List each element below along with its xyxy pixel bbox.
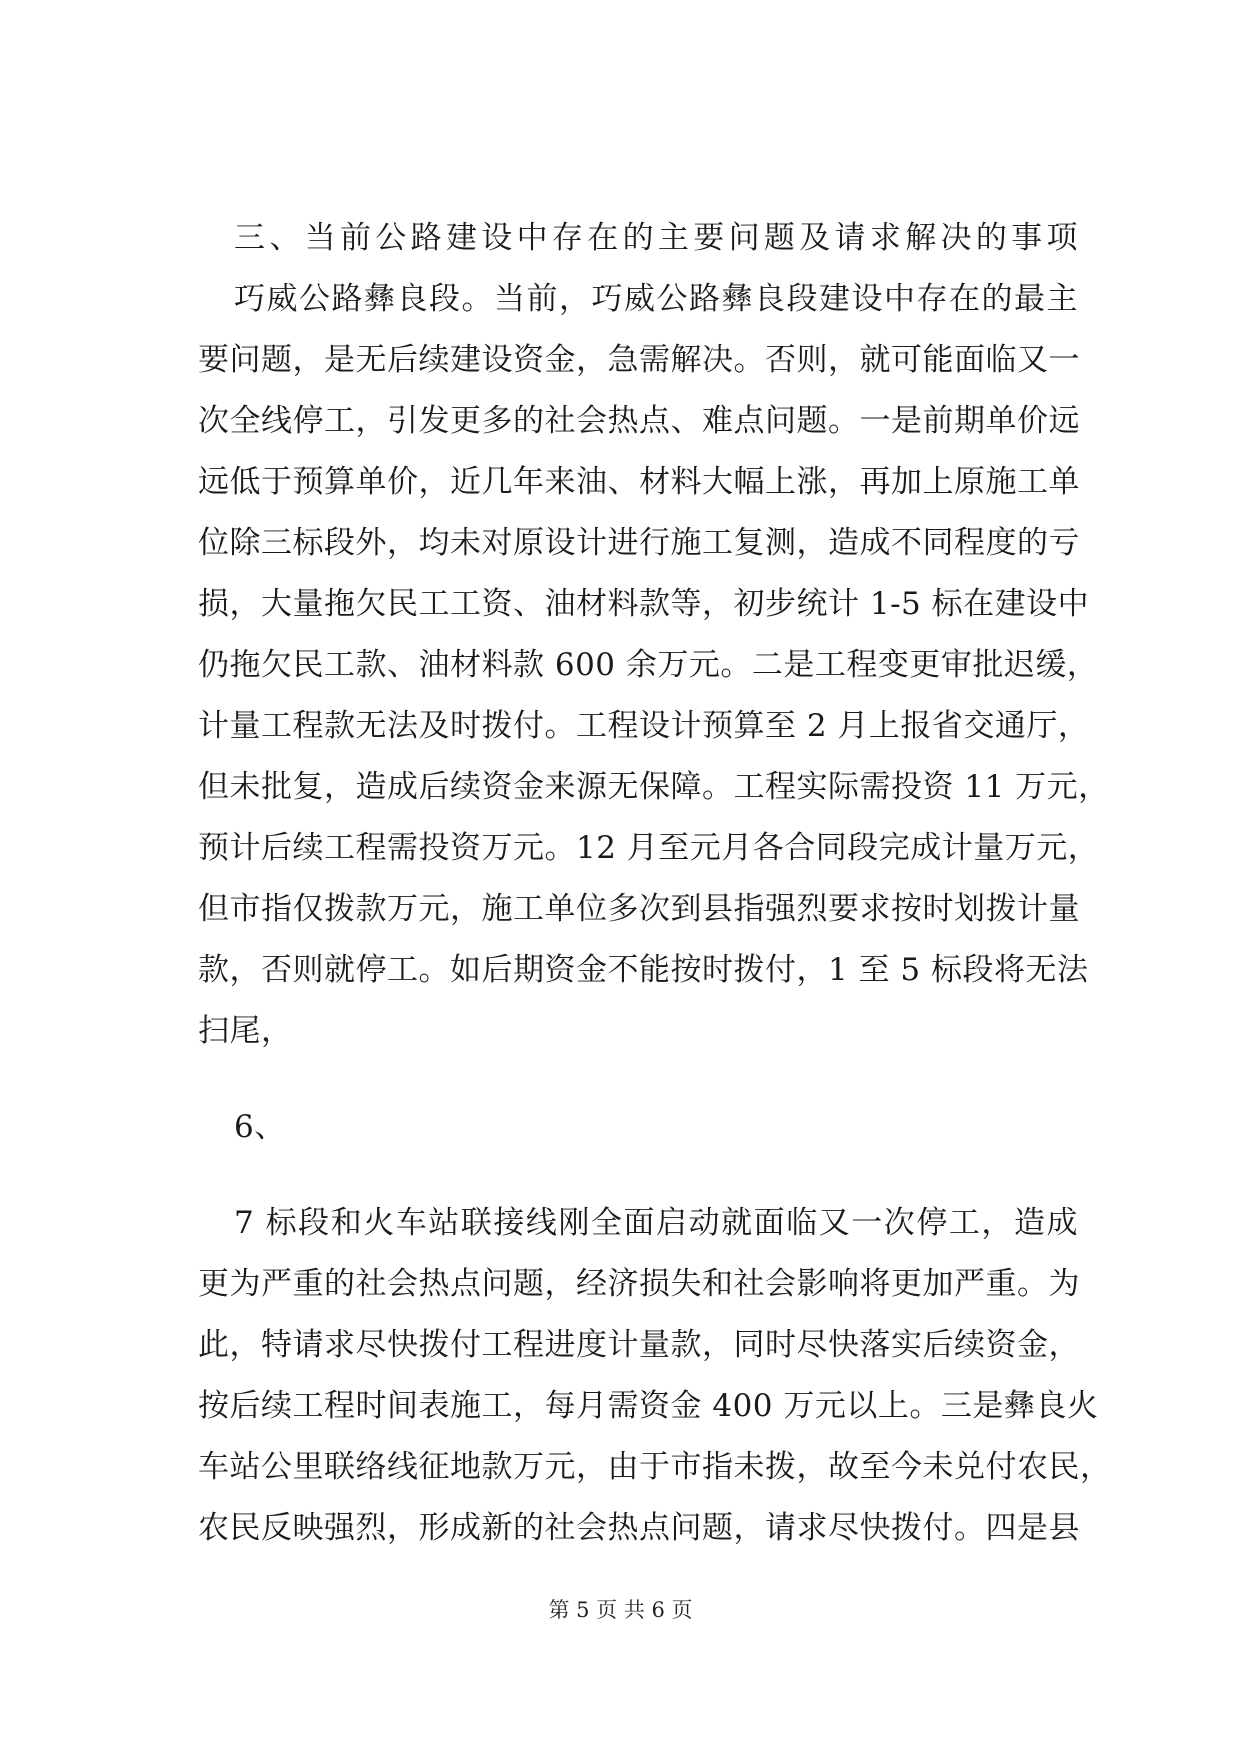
paragraph-line: 计量工程款无法及时拨付。工程设计预算至 2 月上报省交通厅，	[198, 708, 1090, 744]
paragraph-gap	[198, 1062, 1078, 1097]
paragraph-line: 巧威公路彝良段。当前，巧威公路彝良段建设中存在的最主	[234, 281, 1078, 317]
paragraph-line: 预计后续工程需投资万元。12 月至元月各合同段完成计量万元，	[198, 830, 1100, 866]
paragraph-line: 远低于预算单价，近几年来油、材料大幅上涨，再加上原施工单	[198, 464, 1080, 500]
paragraph-line: 仍拖欠民工款、油材料款 600 余万元。二是工程变更审批迟缓，	[198, 647, 1099, 683]
paragraph-line: 车站公里联络线征地款万元，由于市指未拨，故至今未兑付农民，	[198, 1449, 1112, 1485]
paragraph-line: 但未批复，造成后续资金来源无保障。工程实际需投资 11 万元，	[198, 769, 1110, 805]
paragraph-line: 要问题，是无后续建设资金，急需解决。否则，就可能面临又一	[198, 342, 1080, 378]
paragraph-line: 位除三标段外，均未对原设计进行施工复测，造成不同程度的亏	[198, 525, 1080, 561]
page-number-footer: 第 5 页 共 6 页	[548, 1598, 693, 1622]
paragraph-line: 7 标段和火车站联接线刚全面启动就面临又一次停工，造成	[234, 1205, 1078, 1241]
section-heading: 三、当前公路建设中存在的主要问题及请求解决的事项	[234, 220, 1078, 256]
document-body	[198, 208, 1112, 1559]
paragraph-line: 但市指仅拨款万元，施工单位多次到县指强烈要求按时划拨计量	[198, 891, 1080, 927]
paragraph-line: 更为严重的社会热点问题，经济损失和社会影响将更加严重。为	[198, 1266, 1080, 1302]
paragraph-line: 此，特请求尽快拨付工程进度计量款，同时尽快落实后续资金，	[198, 1327, 1080, 1363]
paragraph-line: 按后续工程时间表施工，每月需资金 400 万元以上。三是彝良火	[198, 1388, 1099, 1424]
paragraph-line: 款，否则就停工。如后期资金不能按时拨付，1 至 5 标段将无法	[198, 952, 1089, 988]
paragraph-line: 次全线停工，引发更多的社会热点、难点问题。一是前期单价远	[198, 403, 1080, 439]
paragraph-line: 6、	[234, 1109, 286, 1145]
paragraph-gap	[198, 1158, 1078, 1193]
paragraph-line: 扫尾，	[198, 1013, 293, 1049]
paragraph-line: 损，大量拖欠民工工资、油材料款等，初步统计 1-5 标在建设中	[198, 586, 1090, 622]
paragraph-line: 农民反映强烈，形成新的社会热点问题，请求尽快拨付。四是县	[198, 1510, 1080, 1546]
